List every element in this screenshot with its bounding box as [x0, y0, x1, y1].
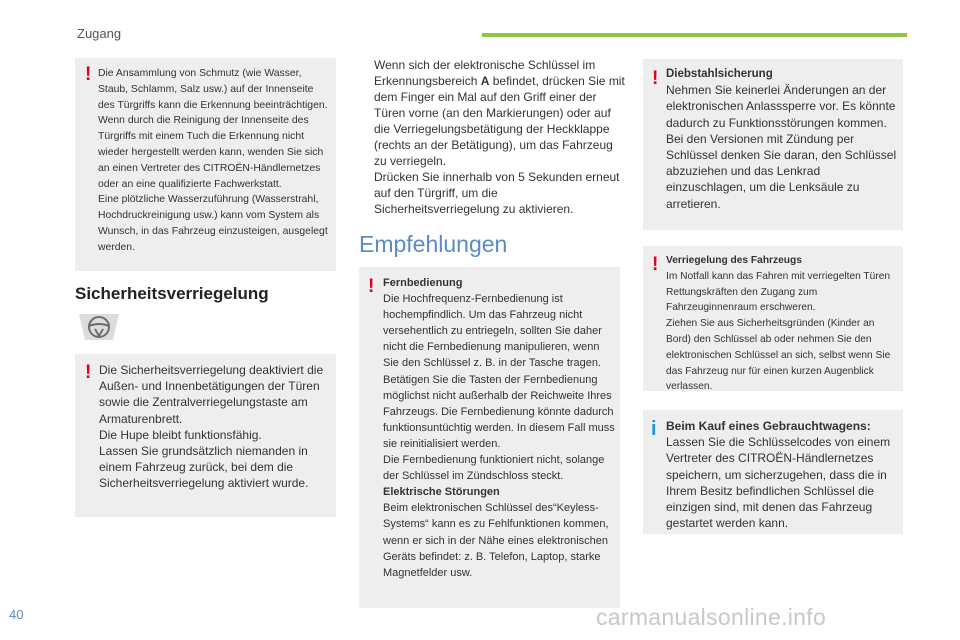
info-used-car-content [666, 418, 900, 531]
list-item: Wenn sich der elektronische Schlüssel im Erkennungsbereich A befindet, drücken Sie mit dem Finger ein Mal auf den Griff einer der Türen vorne (an den Markierungen) oder auf die Verriegelungsbetätigung der Heckklappe (rechts an der Betätigung), um das Fahrzeug zu verriegeln. [374, 58, 625, 168]
info-icon: i [651, 418, 657, 440]
warning-remote-text: Die Hochfrequenz-Fernbedienung ist hochempfindlich. Um das Fahrzeug nicht versehentlich zu entriegeln, sollten Sie daher nicht die Fernbedienung manipulieren, wenn Sie den Schlüssel z. B. in der Tasche tragen. Betätigen Sie die Tasten der Fernbedienung möglichst nicht außerhalb der Reichweite Ihres Fahrzeugs. Die Fernbedienung könnte dadurch funktionsuntüchtig werden. In diesem Fall muss sie reinitialisiert werden. Die Fernbedienung funktioniert nicht, solange der Schlüssel im Zündschloss steckt. [383, 293, 615, 483]
instruction-list [360, 57, 625, 217]
watermark: carmanualsonline.info [596, 604, 827, 630]
header-rule [482, 33, 907, 37]
warning-icon: ! [652, 254, 659, 275]
warning-theft-text: Nehmen Sie keinerlei Änderungen an der elektronischen Anlasssperre vor. Es könnte dadurch zu Funktionsstörungen kommen. Bei den Versionen mit Zündung per Schlüssel denken Sie daran, den Schlüssel abzuziehen und das Lenkrad einzuschlagen, um die Lenksäule zu arretieren. [666, 83, 897, 211]
warning-theft-content [666, 66, 900, 212]
warning-locking-text: Im Notfall kann das Fahren mit verriegelten Türen Rettungskräften den Zugang zum Fahrzeuginnenraum erschweren. Ziehen Sie aus Sicherheitsgründen (Kinder an Bord) den Schlüssel ab oder nehmen Sie den elektronischen Schlüssel an sich, selbst wenn Sie das Fahrzeug nur für einen kurzen Augenblick verlassen. [666, 270, 891, 393]
warning-dirt-text: Die Ansammlung von Schmutz (wie Wasser, Staub, Schlamm, Salz usw.) auf der Innenseite des Türgriffs kann die Erkennung beeinträchtigen. Wenn durch die Reinigung der Innenseite des Türgriffs mit einem Tuch die Erkennung nicht wieder hergestellt werden kann, wenden Sie sich an einen Vertreter des CITROËN-Händlernetzes oder an eine qualifizierte Fachwerkstatt. Eine plötzliche Wasserzuführung (Wasserstrahl, Hochdruckreinigung usw.) kann vom System als Wunsch, in das Fahrzeug einzusteigen, ausgelegt werden. [98, 68, 328, 253]
warning-remote-content [383, 275, 617, 581]
info-used-car-title: Beim Kauf eines Gebrauchtwagens: [666, 419, 871, 433]
section-header: Zugang [77, 26, 122, 41]
steering-wheel-icon-box [75, 310, 123, 344]
warning-icon: ! [85, 362, 92, 383]
warning-icon: ! [652, 68, 659, 89]
warning-interference-title: Elektrische Störungen [383, 486, 500, 499]
warning-icon: ! [368, 276, 375, 297]
warning-locking-title: Verriegelung des Fahrzeugs [666, 255, 802, 266]
warning-theft-title: Diebstahlsicherung [666, 68, 773, 80]
list-item: Drücken Sie innerhalb von 5 Sekunden erneut auf den Türgriff, um die Sicherheitsverriegelung zu aktivieren. [374, 170, 620, 216]
section-heading-security-lock: Sicherheitsverriegelung [75, 284, 269, 303]
warning-remote-title: Fernbedienung [383, 277, 463, 289]
warning-locking-content [666, 253, 901, 395]
warning-interference-text: Beim elektronischen Schlüssel des“Keyless-Systems“ kann es zu Fehlfunktionen kommen, wenn er sich in der Nähe eines elektronischen Geräts befindet: z. B. Telefon, Laptop, starke Magnetfelder usw. [383, 502, 609, 579]
steering-wheel-icon [75, 310, 123, 344]
info-used-car-text: Lassen Sie die Schlüsselcodes von einem Vertreter des CITROËN-Händlernetzes speichern, um sicherzugehen, dass die in Ihrem Besitz befindlichen Schlüssel die einzigen sind, mit denen das Fahrzeug gestartet werden kann. [666, 435, 891, 531]
page-number: 40 [9, 607, 24, 622]
warning-icon: ! [85, 64, 92, 85]
section-heading-recommendations: Empfehlungen [359, 231, 508, 257]
warning-security-text: Die Sicherheitsverriegelung deaktiviert die Außen- und Innenbetätigungen der Türen sowie die Zentralverriegelungstaste am Armaturenbrett. Die Hupe bleibt funktionsfähig. Lassen Sie grundsätzlich niemanden in einem Fahrzeug zurück, bei dem die Sicherheitsverriegelung aktiviert wurde. [99, 363, 324, 491]
